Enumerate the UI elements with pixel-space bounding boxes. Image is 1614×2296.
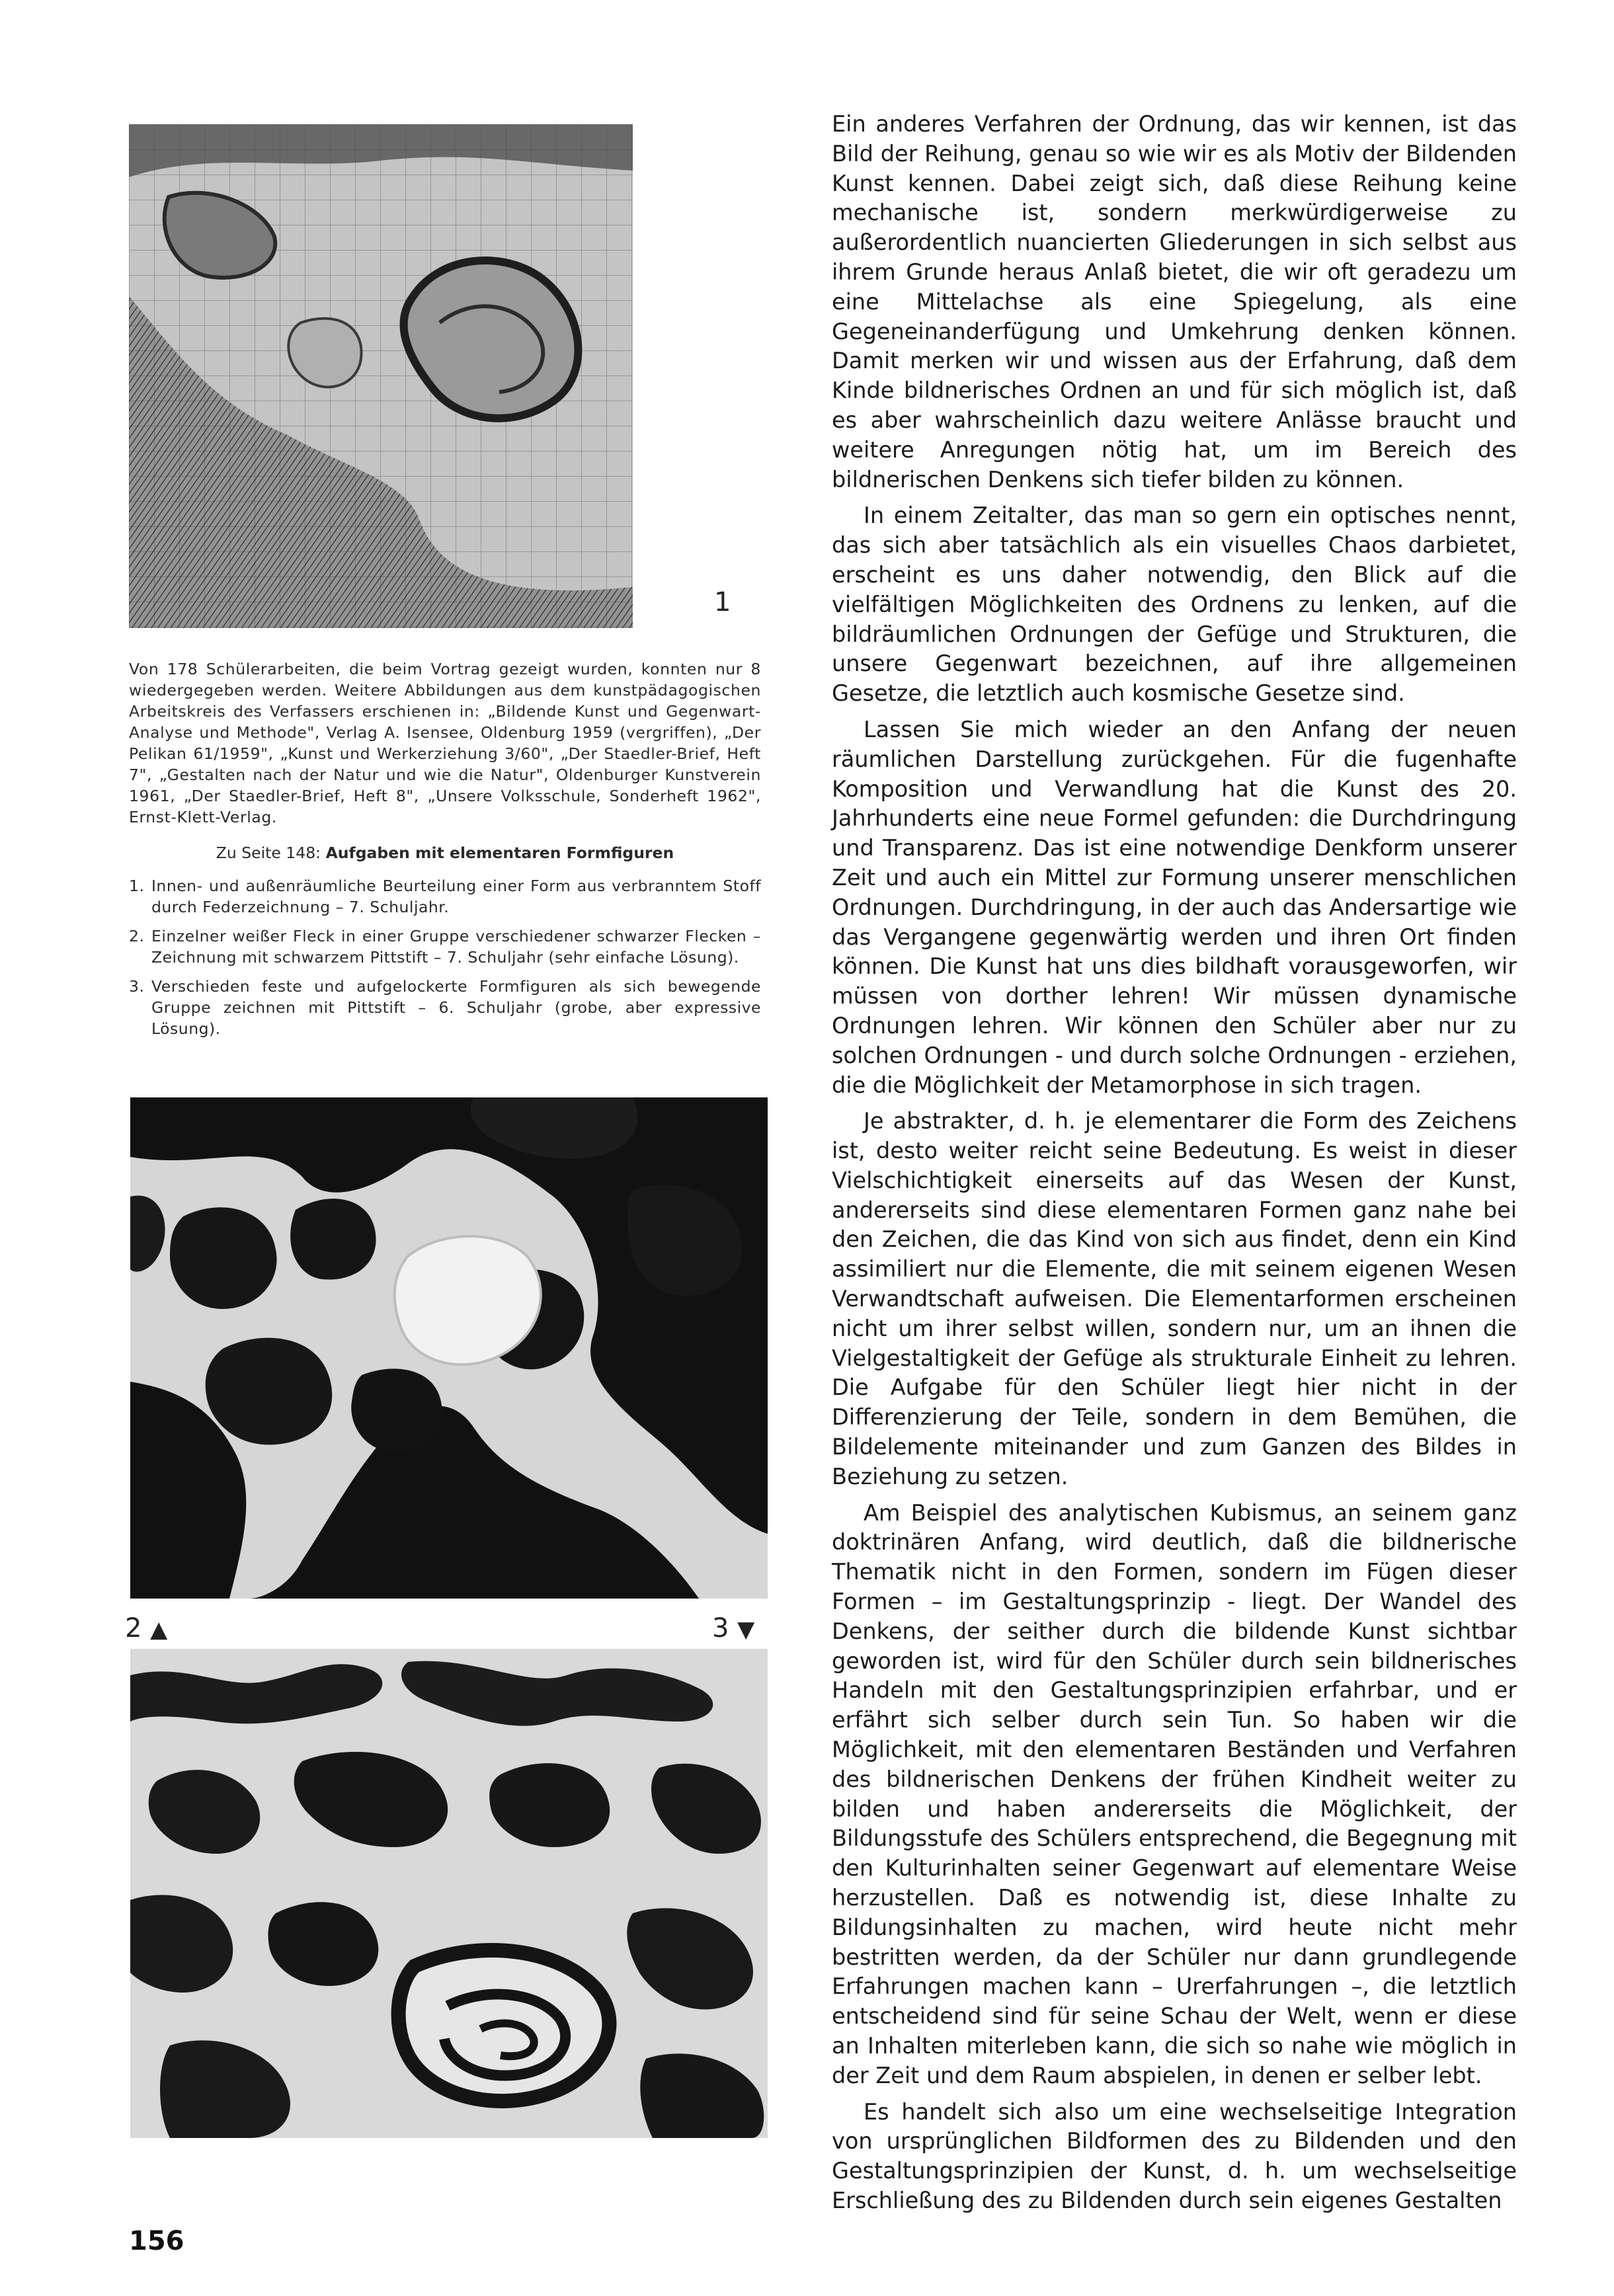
task-text: Verschieden feste und aufgelockerte Formfiguren als sich bewegende Gruppe zeichnen mit Pittstift – 6. Schuljahr (grobe, aber expressive Lösung). (151, 977, 761, 1038)
tasks-heading-prefix: Zu Seite 148: (216, 844, 321, 862)
tasks-heading (129, 842, 761, 863)
tasks-heading-title: Aufgaben mit elementaren Formfiguren (325, 844, 674, 862)
body-paragraph: Ein anderes Verfahren der Ordnung, das wir kennen, ist das Bild der Reihung, genau so wie wir es als Motiv der Bildenden Kunst kennen. Dabei zeigt sich, daß diese Reihung keine mechanische ist, sondern merkwürdigerweise zu außerordentlich nuancierten Gliederungen in sich selbst aus ihrem Grunde heraus Anlaß bietet, die wir oft geradezu um eine Mittelachse als eine Spiegelung, als eine Gegeneinanderfügung und Umkehrung denken können. Damit merken wir und wissen aus der Erfahrung, daß dem Kinde bildnerisches Ordnen an und für sich möglich ist, daß es aber wahrscheinlich dazu weitere Anlässe braucht und weitere Anregungen nötig hat, um im Bereich des bildnerischen Denkens sich tiefer bilden zu können. (832, 111, 1517, 493)
body-paragraph: Lassen Sie mich wieder an den Anfang der neuen räumlichen Darstellung zurückgehen. Für die fugenhafte Komposition und Verwandlung hat die Kunst des 20. Jahrhunderts eine neue Formel gefunden: die Durchdringung und Transparenz. Das ist eine notwendige Denkform unserer Zeit und auch ein Mittel zur Formung unserer menschlichen Ordnungen. Durchdringung, in der auch das Andersartige wie das Vergangene gegenwärtig werden und ihren Ort finden können. Die Kunst hat uns dies bildhaft vorausgeworfen, wir müssen von dorther lehren! Wir müssen dynamische Ordnungen lehren. Wir können den Schüler aber nur zu solchen Ordnungen - und durch solche Ordnungen - erziehen, die die Möglichkeit der Metamorphose in sich tragen. (832, 716, 1517, 1098)
figure-3-label (712, 1613, 754, 1643)
page-number: 156 (129, 2226, 184, 2256)
body-paragraph: In einem Zeitalter, das man so gern ein optisches nennt, das sich aber tatsächlich als ein visuelles Chaos darbietet, erscheint es uns daher notwendig, den Blick auf die vielfältigen Möglichkeiten des Ordnens zu lenken, auf die bildräumlichen Ordnungen der Gefüge und Strukturen, die unsere Gegenwart bezeichnen, auf ihre allgemeinen Gesetze, die letztlich auch kosmische Gesetze sind. (832, 502, 1517, 707)
figure-1-number: 1 (714, 587, 731, 617)
left-column-text (129, 658, 761, 1047)
triangle-up-icon: ▲ (150, 1616, 168, 1643)
figure-3-image (130, 1649, 768, 2138)
figure-2-label (125, 1613, 167, 1643)
task-item (129, 875, 761, 918)
task-number: 1. (129, 877, 145, 895)
tasks-list (129, 875, 761, 1039)
task-number: 2. (129, 927, 145, 945)
figure-1-image (129, 124, 633, 628)
task-item (129, 926, 761, 968)
figure-2-image (130, 1097, 768, 1599)
body-paragraph: Je abstrakter, d. h. je elementarer die Form des Zeichens ist, desto weiter reicht seine Bedeutung. Es weist in dieser Vielschichtigkeit einerseits auf das Wesen der Kunst, andererseits sind diese elementaren Formen ganz nahe bei den Zeichen, die das Kind von sich aus findet, denn ein Kind assimiliert nur die Elemente, die mit seinem eigenen Wesen Verwandtschaft aufweisen. Die Elementarformen erscheinen nicht um ihrer selbst willen, sondern nur, um an ihnen die Vielgestaltigkeit der Gefüge als strukturale Einheit zu lehren. Die Aufgabe für den Schüler liegt hier nicht in der Differenzierung der Teile, sondern in dem Bemühen, die Bildelemente miteinander und zum Ganzen des Bildes in Beziehung zu setzen. (832, 1108, 1517, 1489)
triangle-down-icon: ▼ (737, 1616, 755, 1643)
body-text-column (832, 110, 1517, 2223)
body-paragraph: Am Beispiel des analytischen Kubismus, an seinem ganz doktrinären Anfang, wird deutlich, daß die bildnerische Thematik nicht in den Formen, sondern im Fügen dieser Formen – im Gestaltungsprinzip - liegt. Der Wandel des Denkens, der seither durch die bildende Kunst sichtbar geworden ist, wird für den Schüler durch sein bildnerisches Handeln mit den Gestaltungsprinzipien erfahrbar, und er erfährt sich selber durch sein Tun. So haben wir die Möglichkeit, mit den elementaren Beständen und Verfahren des bildnerischen Denkens der frühen Kindheit weiter zu bilden und haben andererseits die Möglichkeit, der Bildungsstufe des Schülers entsprechend, die Begegnung mit den Kulturinhalten seiner Gegenwart auf elementare Weise herzustellen. Daß es notwendig ist, diese Inhalte zu Bildungsinhalten zu machen, wird heute nicht mehr bestritten werden, da der Schüler nur dann grundlegende Erfahrungen machen kann – Urerfahrungen –, die letztlich entscheidend sind für seine Schau der Welt, wenn er diese an Inhalten miterleben kann, die sich so nahe wie möglich in der Zeit und dem Raum abspielen, in denen er selber lebt. (832, 1499, 1517, 2088)
task-number: 3. (129, 977, 145, 996)
task-item (129, 976, 761, 1039)
task-text: Innen- und außenräumliche Beurteilung einer Form aus verbranntem Stoff durch Federzeichnung – 7. Schuljahr. (151, 877, 761, 916)
task-text: Einzelner weißer Fleck in einer Gruppe verschiedener schwarzer Flecken – Zeichnung mit schwarzem Pittstift – 7. Schuljahr (sehr einfache Lösung). (151, 927, 761, 967)
figure-3-number: 3 (712, 1613, 729, 1643)
figure-caption: Von 178 Schülerarbeiten, die beim Vortrag gezeigt wurden, konnten nur 8 wiedergegeben werden. Weitere Abbildungen aus dem kunstpädagogischen Arbeitskreis des Verfassers erschienen in: „Bildende Kunst und Gegenwart-Analyse und Methode", Verlag A. Isensee, Oldenburg 1959 (vergriffen), „Der Pelikan 61/1959", „Kunst und Werkerziehung 3/60", „Der Staedler-Brief, Heft 7", „Gestalten nach der Natur und wie die Natur", Oldenburger Kunstverein 1961, „Der Staedler-Brief, Heft 8", „Unsere Volksschule, Sonderheft 1962", Ernst-Klett-Verlag. (129, 660, 761, 826)
figure-2-number: 2 (125, 1613, 142, 1643)
body-paragraph: Es handelt sich also um eine wechselseitige Integration von ursprünglichen Bildformen des zu Bildenden und den Gestaltungsprinzipien der Kunst, d. h. um wechselseitige Erschließung des zu Bildenden durch sein eigenes Gestalten (832, 2098, 1517, 2213)
